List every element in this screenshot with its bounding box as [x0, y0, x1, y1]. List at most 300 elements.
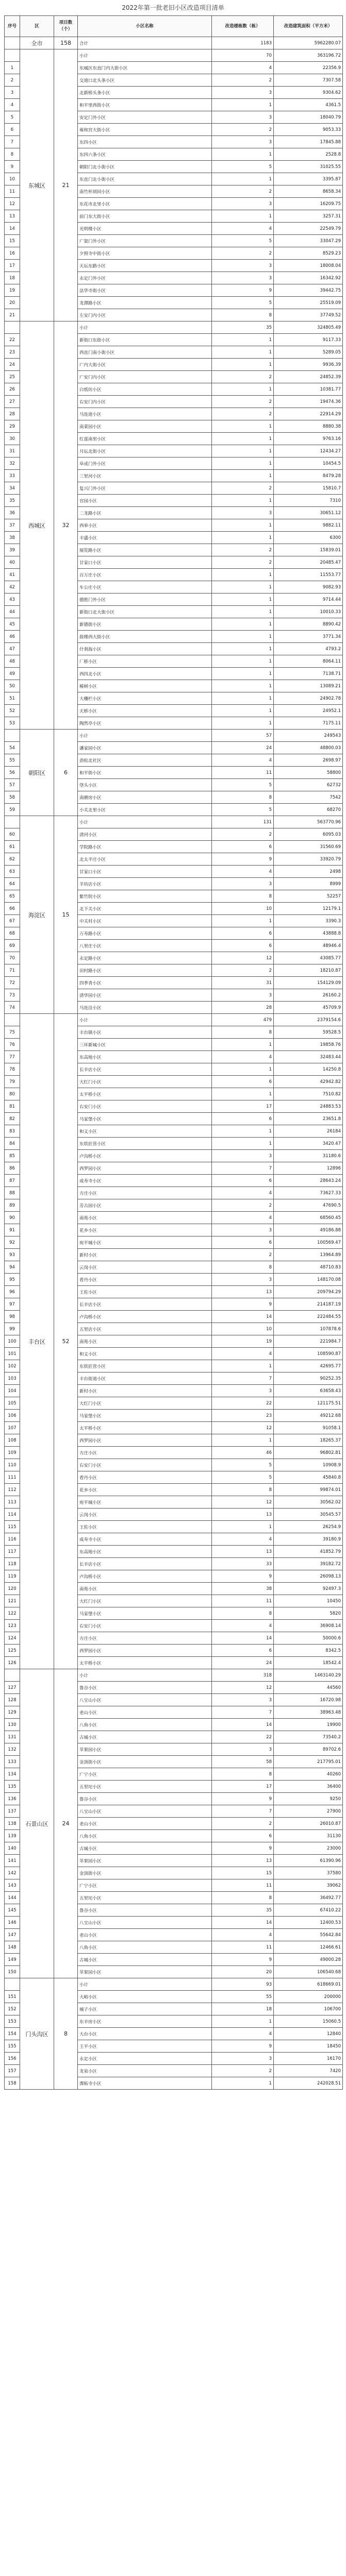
- row-floor-area: 26254.9: [274, 1521, 343, 1533]
- header-floor-area: 改造建筑面积（平方米）: [274, 16, 343, 37]
- row-building-count: 3: [212, 272, 274, 284]
- row-floor-area: 8890.42: [274, 618, 343, 631]
- row-community-name: 苹果园小区: [78, 1743, 212, 1756]
- row-building-count: 1: [212, 2077, 274, 2090]
- row-index: 124: [5, 1632, 20, 1645]
- summary-building-count: 35: [212, 321, 274, 334]
- row-floor-area: 18210.87: [274, 964, 343, 977]
- row-building-count: 1: [212, 1138, 274, 1150]
- row-index: 42: [5, 581, 20, 594]
- row-floor-area: 38963.48: [274, 1706, 343, 1719]
- row-floor-area: 91058.1: [274, 1422, 343, 1434]
- total-row: [5, 37, 343, 49]
- row-community-name: 广渠门外小区: [78, 235, 212, 247]
- row-community-name: 南苑小区: [78, 1335, 212, 1348]
- row-building-count: 3: [212, 989, 274, 1002]
- row-floor-area: 18265.37: [274, 1434, 343, 1447]
- row-floor-area: 121175.51: [274, 1397, 343, 1410]
- summary-index: [5, 49, 20, 62]
- row-community-name: 太平桥小区: [78, 1422, 212, 1434]
- row-floor-area: 8658.34: [274, 185, 343, 198]
- row-building-count: 3: [212, 1385, 274, 1397]
- row-index: 10: [5, 173, 20, 185]
- row-community-name: 广宁小区: [78, 1768, 212, 1781]
- row-floor-area: 73540.2: [274, 1731, 343, 1743]
- row-floor-area: 108590.87: [274, 1348, 343, 1360]
- summary-label: 小计: [78, 1669, 212, 1682]
- row-floor-area: 2498: [274, 866, 343, 878]
- row-community-name: 鼓楼西大街小区: [78, 631, 212, 643]
- row-building-count: 22: [212, 1397, 274, 1410]
- row-community-name: 天坛东路小区: [78, 260, 212, 272]
- row-index: 43: [5, 594, 20, 606]
- row-community-name: 看丹小区: [78, 1471, 212, 1484]
- row-index: 82: [5, 1113, 20, 1125]
- row-floor-area: 36400: [274, 1781, 343, 1793]
- row-building-count: 8: [212, 791, 274, 804]
- row-floor-area: 7307.58: [274, 74, 343, 87]
- row-community-name: 东四六条小区: [78, 148, 212, 161]
- row-floor-area: 26160.2: [274, 989, 343, 1002]
- row-building-count: 4: [212, 1348, 274, 1360]
- row-index: 148: [5, 1941, 20, 1954]
- row-index: 108: [5, 1434, 20, 1447]
- row-community-name: 三里河小区: [78, 470, 212, 482]
- row-community-name: 八角小区: [78, 1941, 212, 1954]
- row-index: 110: [5, 1459, 20, 1471]
- row-building-count: 2: [212, 124, 274, 136]
- row-index: 117: [5, 1546, 20, 1558]
- row-floor-area: 63658.43: [274, 1385, 343, 1397]
- row-community-name: 马家堡小区: [78, 1607, 212, 1620]
- district-name: 海淀区: [20, 816, 54, 1014]
- row-building-count: 1: [212, 631, 274, 643]
- row-community-name: 云岗小区: [78, 1509, 212, 1521]
- row-floor-area: 92497.3: [274, 1583, 343, 1595]
- row-index: 46: [5, 631, 20, 643]
- row-floor-area: 6095.03: [274, 828, 343, 841]
- row-index: 63: [5, 866, 20, 878]
- row-building-count: 3: [212, 198, 274, 210]
- row-building-count: 1: [212, 457, 274, 470]
- summary-label: 小计: [78, 1978, 212, 1991]
- row-floor-area: 59528.5: [274, 1026, 343, 1039]
- row-community-name: 厂桥小区: [78, 655, 212, 668]
- row-building-count: 1: [212, 470, 274, 482]
- summary-floor-area: 324805.49: [274, 321, 343, 334]
- row-floor-area: 10010.33: [274, 606, 343, 618]
- row-building-count: 1: [212, 334, 274, 346]
- row-building-count: 5: [212, 779, 274, 791]
- row-index: 121: [5, 1595, 20, 1607]
- row-building-count: 24: [212, 742, 274, 754]
- row-index: 2: [5, 74, 20, 87]
- row-floor-area: 7510.82: [274, 1088, 343, 1100]
- row-index: 87: [5, 1175, 20, 1187]
- row-floor-area: 30545.57: [274, 1509, 343, 1521]
- summary-building-count: 479: [212, 1014, 274, 1026]
- row-community-name: 龙泉小区: [78, 2065, 212, 2077]
- row-community-name: 德胜门外小区: [78, 594, 212, 606]
- row-floor-area: 31180.6: [274, 1150, 343, 1162]
- row-floor-area: 6300: [274, 532, 343, 544]
- row-floor-area: 214187.19: [274, 1298, 343, 1311]
- row-index: 102: [5, 1360, 20, 1372]
- row-community-name: 东四小区: [78, 136, 212, 148]
- row-building-count: 2: [212, 964, 274, 977]
- row-index: 115: [5, 1521, 20, 1533]
- row-index: 62: [5, 853, 20, 866]
- row-index: 31: [5, 445, 20, 457]
- row-floor-area: 52257: [274, 890, 343, 903]
- row-building-count: 11: [212, 1879, 274, 1892]
- row-building-count: 3: [212, 1150, 274, 1162]
- row-community-name: 八角小区: [78, 1830, 212, 1842]
- total-project-count: 158: [54, 37, 78, 49]
- row-floor-area: 9714.44: [274, 594, 343, 606]
- row-building-count: 2: [212, 544, 274, 556]
- row-building-count: 14: [212, 1917, 274, 1929]
- row-index: 24: [5, 359, 20, 371]
- row-building-count: 8: [212, 309, 274, 321]
- row-floor-area: 62732: [274, 779, 343, 791]
- row-community-name: 老山小区: [78, 1818, 212, 1830]
- row-floor-area: 7138.71: [274, 668, 343, 680]
- row-index: 5: [5, 111, 20, 124]
- row-floor-area: 31560.69: [274, 841, 343, 853]
- row-index: 67: [5, 915, 20, 927]
- row-floor-area: 18008.04: [274, 260, 343, 272]
- summary-floor-area: 618669.01: [274, 1978, 343, 1991]
- row-community-name: 花乡小区: [78, 1224, 212, 1236]
- row-community-name: 安定门外小区: [78, 111, 212, 124]
- district-project-count: 32: [54, 321, 78, 730]
- row-index: 76: [5, 1039, 20, 1051]
- row-building-count: 3: [212, 507, 274, 519]
- row-index: 111: [5, 1471, 20, 1484]
- row-index: 50: [5, 680, 20, 692]
- row-building-count: 7: [212, 1805, 274, 1818]
- row-floor-area: 200000: [274, 1991, 343, 2003]
- row-community-name: 潭柘寺小区: [78, 2077, 212, 2090]
- row-community-name: 东辛房小区: [78, 2015, 212, 2028]
- row-index: 58: [5, 791, 20, 804]
- row-index: 38: [5, 532, 20, 544]
- row-building-count: 4: [212, 2028, 274, 2040]
- row-community-name: 红莲南里小区: [78, 433, 212, 445]
- row-community-name: 四季青小区: [78, 977, 212, 989]
- row-index: 141: [5, 1855, 20, 1867]
- row-building-count: 2: [212, 396, 274, 408]
- row-community-name: 西四北小区: [78, 668, 212, 680]
- row-building-count: 1: [212, 1360, 274, 1372]
- row-floor-area: 96802.81: [274, 1447, 343, 1459]
- row-building-count: 1: [212, 1088, 274, 1100]
- row-building-count: 15: [212, 1867, 274, 1879]
- row-building-count: 5: [212, 804, 274, 816]
- row-building-count: 3: [212, 2053, 274, 2065]
- row-floor-area: 58800: [274, 767, 343, 779]
- row-index: 103: [5, 1372, 20, 1385]
- row-community-name: 陶然亭小区: [78, 717, 212, 730]
- row-building-count: 1: [212, 717, 274, 730]
- row-community-name: 白纸坊小区: [78, 383, 212, 396]
- row-building-count: 8: [212, 890, 274, 903]
- row-index: 80: [5, 1088, 20, 1100]
- row-building-count: 1: [212, 445, 274, 457]
- row-floor-area: 24902.78: [274, 692, 343, 705]
- row-index: 29: [5, 420, 20, 433]
- row-building-count: 1: [212, 668, 274, 680]
- row-building-count: 9: [212, 2040, 274, 2053]
- row-building-count: 12: [212, 1422, 274, 1434]
- row-building-count: 1: [212, 2015, 274, 2028]
- row-building-count: 1: [212, 1434, 274, 1447]
- row-index: 68: [5, 927, 20, 940]
- district-name: 石景山区: [20, 1669, 54, 1978]
- row-floor-area: 39442.75: [274, 284, 343, 297]
- row-community-name: 右安门小区: [78, 1100, 212, 1113]
- row-community-name: 成寿寺小区: [78, 1175, 212, 1187]
- row-building-count: 1: [212, 606, 274, 618]
- row-building-count: 9: [212, 1570, 274, 1583]
- row-building-count: 5: [212, 297, 274, 309]
- row-floor-area: 9250: [274, 1793, 343, 1805]
- row-index: 41: [5, 569, 20, 581]
- row-index: 78: [5, 1063, 20, 1076]
- row-community-name: 金顶街小区: [78, 1756, 212, 1768]
- row-community-name: 大台小区: [78, 2028, 212, 2040]
- row-building-count: 1: [212, 655, 274, 668]
- district-project-count: 15: [54, 816, 78, 1014]
- row-building-count: 2: [212, 828, 274, 841]
- row-building-count: 4: [212, 1620, 274, 1632]
- row-index: 54: [5, 742, 20, 754]
- project-table-wrapper: [4, 15, 342, 2090]
- district-summary-row: [5, 816, 343, 828]
- row-building-count: 4: [212, 866, 274, 878]
- row-index: 112: [5, 1484, 20, 1496]
- district-name: 门头沟区: [20, 1978, 54, 2090]
- row-index: 123: [5, 1620, 20, 1632]
- row-floor-area: 18040.79: [274, 111, 343, 124]
- row-community-name: 二龙路小区: [78, 507, 212, 519]
- row-floor-area: 10381.77: [274, 383, 343, 396]
- row-floor-area: 12179.1: [274, 903, 343, 915]
- row-index: 26: [5, 383, 20, 396]
- row-community-name: 八宝山小区: [78, 1694, 212, 1706]
- row-building-count: 2: [212, 1249, 274, 1261]
- district-project-count: 24: [54, 1669, 78, 1978]
- row-index: 106: [5, 1410, 20, 1422]
- row-building-count: 35: [212, 1904, 274, 1917]
- row-floor-area: 7542: [274, 791, 343, 804]
- row-floor-area: 49186.88: [274, 1224, 343, 1236]
- row-community-name: 甘家口小区: [78, 556, 212, 569]
- row-building-count: 3: [212, 1224, 274, 1236]
- row-floor-area: 89702.6: [274, 1743, 343, 1756]
- row-index: 40: [5, 556, 20, 569]
- row-community-name: 太平桥小区: [78, 1088, 212, 1100]
- row-index: 69: [5, 940, 20, 952]
- row-index: 28: [5, 408, 20, 420]
- row-index: 99: [5, 1323, 20, 1335]
- row-floor-area: 36492.77: [274, 1892, 343, 1904]
- row-floor-area: 7310: [274, 495, 343, 507]
- row-building-count: 3: [212, 878, 274, 890]
- row-floor-area: 33920.79: [274, 853, 343, 866]
- summary-index: [5, 1669, 20, 1682]
- row-index: 90: [5, 1212, 20, 1224]
- row-building-count: 1: [212, 1063, 274, 1076]
- summary-label: 小计: [78, 321, 212, 334]
- row-index: 147: [5, 1929, 20, 1941]
- row-floor-area: 100569.47: [274, 1236, 343, 1249]
- row-floor-area: 4361.5: [274, 99, 343, 111]
- row-building-count: 1: [212, 705, 274, 717]
- row-community-name: 卢沟桥小区: [78, 1150, 212, 1162]
- row-floor-area: 12434.27: [274, 445, 343, 457]
- summary-index: [5, 730, 20, 742]
- row-building-count: 12: [212, 1496, 274, 1509]
- row-community-name: 新街口东街小区: [78, 334, 212, 346]
- row-index: 132: [5, 1743, 20, 1756]
- row-building-count: 23: [212, 1410, 274, 1422]
- row-index: 15: [5, 235, 20, 247]
- row-building-count: 6: [212, 1076, 274, 1088]
- row-floor-area: 50000.6: [274, 1632, 343, 1645]
- district-project-count: 21: [54, 49, 78, 321]
- row-building-count: 7: [212, 1706, 274, 1719]
- row-floor-area: 12840: [274, 2028, 343, 2040]
- row-community-name: 云岗小区: [78, 1261, 212, 1274]
- row-index: 114: [5, 1509, 20, 1521]
- row-community-name: 长辛店小区: [78, 1298, 212, 1311]
- total-label: 合计: [78, 37, 212, 49]
- row-community-name: 马家堡小区: [78, 1113, 212, 1125]
- row-floor-area: 221984.7: [274, 1335, 343, 1348]
- row-floor-area: 2698.97: [274, 754, 343, 767]
- row-floor-area: 26184: [274, 1125, 343, 1138]
- row-community-name: 甘家口小区: [78, 866, 212, 878]
- row-community-name: 东高地小区: [78, 1051, 212, 1063]
- row-floor-area: 22356.9: [274, 62, 343, 74]
- summary-index: [5, 1014, 20, 1026]
- row-community-name: 长辛店小区: [78, 1558, 212, 1570]
- row-index: 113: [5, 1496, 20, 1509]
- row-community-name: 龙潭路小区: [78, 297, 212, 309]
- row-community-name: 永定小区: [78, 2053, 212, 2065]
- row-building-count: 1: [212, 173, 274, 185]
- row-community-name: 卢沟桥小区: [78, 1311, 212, 1323]
- summary-label: 小计: [78, 1014, 212, 1026]
- row-floor-area: 42942.82: [274, 1076, 343, 1088]
- row-floor-area: 27900: [274, 1805, 343, 1818]
- row-floor-area: 12896: [274, 1162, 343, 1175]
- row-community-name: 鲁谷小区: [78, 1904, 212, 1917]
- row-community-name: 南磨房小区: [78, 791, 212, 804]
- row-floor-area: 14250.8: [274, 1063, 343, 1076]
- row-building-count: 3: [212, 1743, 274, 1756]
- row-floor-area: 23651.8: [274, 1113, 343, 1125]
- row-index: 74: [5, 1002, 20, 1014]
- row-index: 11: [5, 185, 20, 198]
- row-floor-area: 3771.34: [274, 631, 343, 643]
- row-floor-area: 36908.14: [274, 1620, 343, 1632]
- row-building-count: 1: [212, 643, 274, 655]
- row-community-name: 西罗园小区: [78, 1645, 212, 1657]
- project-table: [4, 15, 343, 2090]
- row-community-name: 劲松北社区: [78, 754, 212, 767]
- row-building-count: 4: [212, 223, 274, 235]
- row-community-name: 交道口北头条小区: [78, 74, 212, 87]
- row-building-count: 9: [212, 284, 274, 297]
- row-community-name: 东铁匠营小区: [78, 1138, 212, 1150]
- row-building-count: 1: [212, 581, 274, 594]
- row-floor-area: 48710.83: [274, 1261, 343, 1274]
- row-floor-area: 61390.96: [274, 1855, 343, 1867]
- row-index: 131: [5, 1731, 20, 1743]
- row-index: 96: [5, 1286, 20, 1298]
- row-community-name: 八宝山小区: [78, 1805, 212, 1818]
- row-index: 39: [5, 544, 20, 556]
- row-index: 79: [5, 1076, 20, 1088]
- row-index: 144: [5, 1892, 20, 1904]
- row-floor-area: 9117.33: [274, 334, 343, 346]
- row-index: 1: [5, 62, 20, 74]
- row-index: 16: [5, 247, 20, 260]
- row-community-name: 和平街小区: [78, 767, 212, 779]
- table-header-row: [5, 16, 343, 37]
- row-building-count: 6: [212, 940, 274, 952]
- row-index: 127: [5, 1682, 20, 1694]
- row-community-name: 天桥小区: [78, 705, 212, 717]
- row-building-count: 1: [212, 569, 274, 581]
- row-floor-area: 10908.9: [274, 1459, 343, 1471]
- row-community-name: 什刹海小区: [78, 643, 212, 655]
- summary-floor-area: 563770.96: [274, 816, 343, 828]
- summary-building-count: 70: [212, 49, 274, 62]
- row-community-name: 右安门小区: [78, 1459, 212, 1471]
- row-floor-area: 18450: [274, 2040, 343, 2053]
- row-community-name: 五里坨小区: [78, 1781, 212, 1793]
- page-title: 2022年第一批老旧小区改造项目清单: [122, 4, 224, 11]
- row-community-name: 官园小区: [78, 495, 212, 507]
- row-building-count: 7: [212, 1372, 274, 1385]
- row-index: 155: [5, 2040, 20, 2053]
- row-building-count: 6: [212, 1236, 274, 1249]
- row-index: 9: [5, 161, 20, 173]
- row-building-count: 2: [212, 482, 274, 495]
- row-index: 8: [5, 148, 20, 161]
- row-building-count: 13: [212, 1546, 274, 1558]
- row-index: 92: [5, 1236, 20, 1249]
- row-floor-area: 68270: [274, 804, 343, 816]
- row-floor-area: 33047.29: [274, 235, 343, 247]
- row-floor-area: 22549.79: [274, 223, 343, 235]
- row-building-count: 1: [212, 148, 274, 161]
- row-building-count: 8: [212, 1892, 274, 1904]
- row-index: 20: [5, 297, 20, 309]
- row-building-count: 2: [212, 408, 274, 420]
- row-floor-area: 55642.84: [274, 1929, 343, 1941]
- row-floor-area: 9082.93: [274, 581, 343, 594]
- row-index: 129: [5, 1706, 20, 1719]
- row-community-name: 八宝山小区: [78, 1917, 212, 1929]
- row-community-name: 紫竹院小区: [78, 890, 212, 903]
- district-project-count: 6: [54, 730, 78, 816]
- row-index: 84: [5, 1138, 20, 1150]
